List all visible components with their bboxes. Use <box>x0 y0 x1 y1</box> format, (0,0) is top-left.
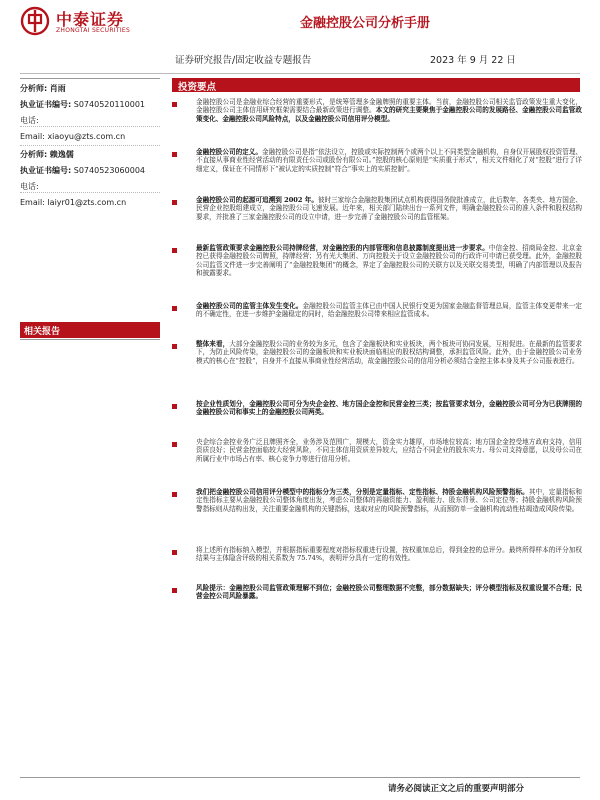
related-reports-header <box>20 322 160 338</box>
bullet-icon <box>172 102 177 107</box>
report-date: 2023 年 9 月 22 日 <box>430 55 516 66</box>
paragraph-text: 金融控股公司的起源可追溯到 2002 年。彼时三家综合金融控股集团试点机构获得国务院批准成立，此后数年，各类央、地方国企、民营企业控股组建成立，金融控股公司飞速发展。近年来，相关部门陆续出台一系列文件，明确金融控股公司的准入条件和股权结构要求，并批准了三家金融控股公司的设立申请，进一步完善了金融控股公司的监管框架。 <box>196 196 582 221</box>
bullet-icon <box>172 442 177 447</box>
company-name-cn: 中泰证券 <box>56 10 125 29</box>
section-title: 投资要点 <box>178 82 217 93</box>
bullet-icon <box>172 152 177 157</box>
document-title: 金融控股公司分析手册 <box>300 16 431 31</box>
paragraph-text: 整体来看，大部分金融控股公司的业务较为多元，包含了金融板块和实业板块，两个板块可协同发展，互相促进。在最新的监管要求下，为防止风险传染，金融控股公司的金融板块和实业板块面临相应的股权结构调整，承担监管风险。此外，由于金融控股公司业务模式的核心在“控股”，自身并不直接从事商业性经营活动，故金融控股公司的信用分析必须结合金控主体本身及其子公司报表进行。 <box>196 340 582 365</box>
company-logo <box>20 6 170 40</box>
paragraph-text: 按企业性质划分，金融控股公司可分为央企金控、地方国企金控和民营金控三类；按监管要求划分，金融控股公司可分为已获牌照的金融控股公司和事实上的金融控股公司两类。 <box>196 400 582 417</box>
section-header <box>172 78 580 92</box>
analyst-name-line: 分析师: 赖逸儒 <box>20 150 74 159</box>
bullet-icon <box>172 588 177 593</box>
paragraph-text: 最新监管政策要求金融控股公司持牌经营，对金融控股的内部管理和信息披露制度提出进一步要求。中信金控、招商局金控、北京金控已获得金融控股公司牌照，持牌经营；另有光大集团、万向控股关于设立金融控股公司的行政许可申请已获受理。此外，金融控股公司监管文件进一步完善阐明了“金融控股集团”的概念，界定了金融控股公司的关联方以及关联交易类型，明确了内部管理以及报告和披露要求。 <box>196 244 582 278</box>
bullet-icon <box>172 200 177 205</box>
analyst-sidebar <box>20 78 160 208</box>
paragraph-text: 我们把金融控股公司信用评分模型中的指标分为三类，分别是定量指标、定性指标、持股金融机构风险预警指标。其中，定量指标和定性指标主要从金融控股公司整体角度出发，考虑公司整体的再融资能力、盈利能力、股东背景、公司定位等；持股金融机构风险预警指标则从结构出发，关注重要金融机构的关键指标，选取对应的风险预警指标，从而预防单一金融机构流动性枯竭造成风险传染。 <box>196 488 582 513</box>
divider <box>20 192 160 193</box>
footer-divider <box>20 777 580 778</box>
zhongtai-logo-icon <box>20 6 50 36</box>
analyst-cert-line: 执业证书编号: S0740523060004 <box>20 166 145 175</box>
bullet-icon <box>172 344 177 349</box>
analyst-phone-line: 电话: <box>20 116 39 125</box>
bullet-icon <box>172 404 177 409</box>
bullet-icon <box>172 492 177 497</box>
paragraph-text: 将上述所有指标纳入模型，并根据指标重要程度对指标权重进行设置，按权重加总后，得到金控的总评分。最终所得样本的评分加权结果与主体隐含评级的相关系数为 75.74%，表明评分具有一定的有效性。 <box>196 546 582 563</box>
paragraph-text: 风险提示：金融控股公司监管政策理解不到位；金融控股公司整理数据不完整，部分数据缺失；评分模型指标及权重设置不合理；民营金控公司风险暴露。 <box>196 584 582 601</box>
paragraph-text: 央企综合金控业务广泛且牌照齐全，业务涉及范围广，规模大，资金实力雄厚，市场地位较高；地方国企金控受地方政府支持，信用资质良好；民营金控面临较大经营风险，不同主体信用资质差异较大，应结合不同企业的股东实力、母公司支持意愿，以及母公司在所属行业中市场占有率、核心竞争力等进行信用分析。 <box>196 438 582 463</box>
analyst-name-line: 分析师: 肖雨 <box>20 84 66 93</box>
bullet-icon <box>172 306 177 311</box>
analyst-phone-line: 电话: <box>20 182 39 191</box>
divider <box>20 339 160 340</box>
company-name-en: ZHONGTAI SECURITIES <box>56 27 131 34</box>
header-divider <box>20 73 580 74</box>
bullet-icon <box>172 550 177 555</box>
divider <box>20 78 160 79</box>
divider <box>20 126 160 127</box>
paragraph-text: 金融控股公司的定义。金融控股公司是指“依法设立，控股或实际控制两个或两个以上不同类型金融机构，自身仅开展股权投资管理、不直接从事商业性经营活动的有限责任公司或股份有限公司。”控股的核心原则是“实质重于形式”，相关文件细化了对“控股”进行了详细定义，保证在不同情形下“被认定的实质控制”符合“事实上的实质控制”。 <box>196 148 583 173</box>
paragraph-text: 金融控股公司是金融业综合经营的重要形式，是统筹管理多金融牌照的重要主体。当前，金融控股公司相关监管政策发生重大变化，金融控股公司主体信用研究框架需要结合最新政策进行调整。本文的研究主要聚焦于金融控股公司的发展路径、金融控股公司监管政策变化、金融控股公司风险特点，以及金融控股公司信用评分模型。 <box>196 98 582 123</box>
analyst-email-line: Email: laiyr01@zts.com.cn <box>20 198 127 207</box>
analyst-email-line: Email: xiaoyu@zts.com.cn <box>20 132 126 141</box>
analyst-email[interactable]: xiaoyu@zts.com.cn <box>47 132 126 141</box>
bullet-icon <box>172 248 177 253</box>
analyst-card <box>20 144 160 274</box>
analyst-email[interactable]: laiyr01@zts.com.cn <box>47 198 127 207</box>
analyst-cert-line: 执业证书编号: S0740520110001 <box>20 100 145 109</box>
paragraph-text: 金融控股公司的监管主体发生变化。金融控股公司监管主体已由中国人民银行变更为国家金融监督管理总局，监管主体变更带来一定的不确定性，在进一步维护金融稳定的同时，给金融控股公司带来相应监管成本。 <box>196 302 582 319</box>
related-reports-title: 相关报告 <box>24 327 61 337</box>
report-type: 证券研究报告/固定收益专题报告 <box>175 55 312 66</box>
footer-disclaimer: 请务必阅读正文之后的重要声明部分 <box>388 784 525 794</box>
report-meta <box>175 52 580 68</box>
